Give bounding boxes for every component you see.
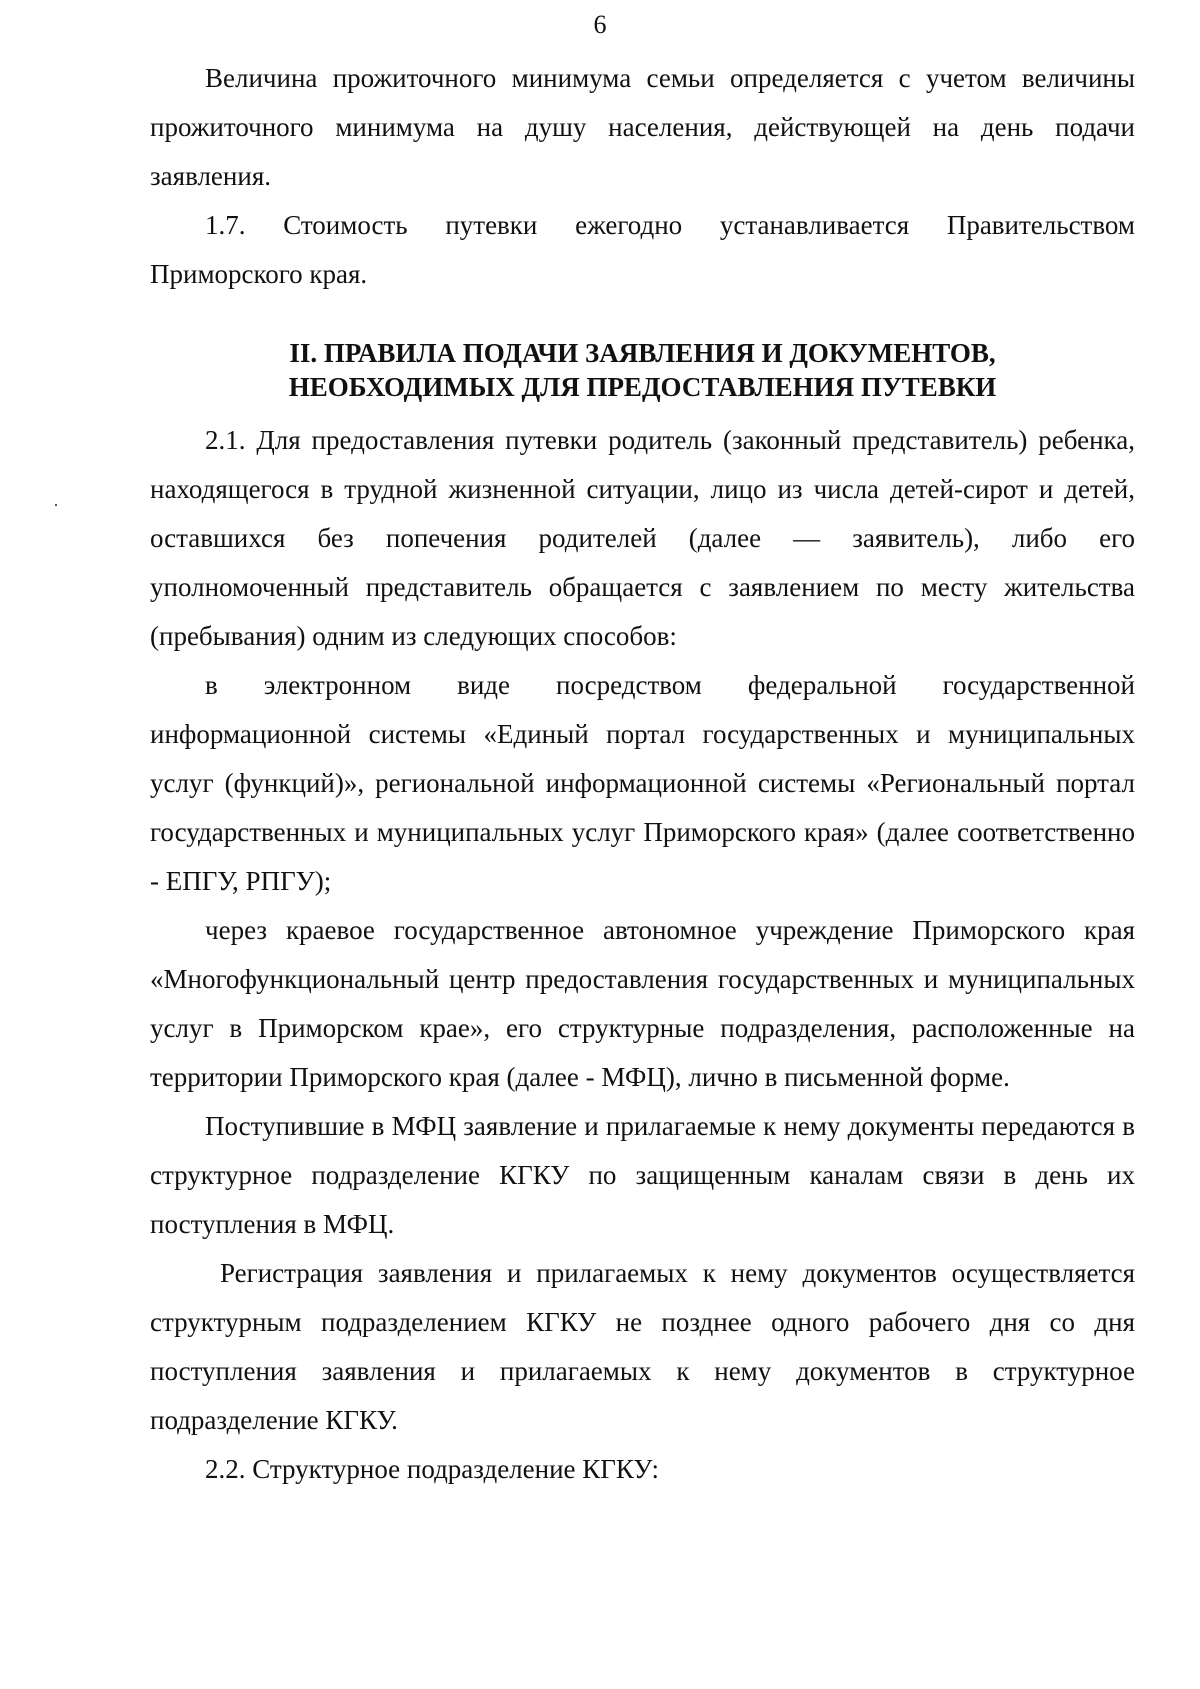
paragraph-family-minimum: Величина прожиточного минимума семьи определяется с учетом величины прожиточного минимума на душу населения, действующей на день подачи заявления. [150,63,1135,191]
paragraph-mfc-way: через краевое государственное автономное учреждение Приморского края «Многофункциональный центр предоставления государственных и муниципальных услуг в Приморском крае», его структурные подразделения, расположенные на территории Приморского края (далее - МФЦ), лично в письменной форме. [150,915,1135,1092]
section-heading-line-2: НЕОБХОДИМЫХ ДЛЯ ПРЕДОСТАВЛЕНИЯ ПУТЕВКИ [288,372,997,402]
section-heading [150,336,1135,404]
scan-speck [55,504,57,506]
paragraph-1-7: 1.7. Стоимость путевки ежегодно устанавливается Правительством Приморского края. [150,210,1135,289]
page-number: 6 [593,10,607,39]
paragraph-2-2: 2.2. Структурное подразделение КГКУ: [205,1454,659,1484]
paragraph-2-1: 2.1. Для предоставления путевки родитель (законный представитель) ребенка, находящегося в трудной жизненной ситуации, лицо из числа детей-сирот и детей, оставшихся без попечения родителей (далее — заявитель), либо его уполномоченный представитель обращается с заявлением по месту жительства (пребывания) одним из следующих способов: [150,425,1135,651]
intro-text-block [150,54,1135,299]
paragraph-mfc-transfer: Поступившие в МФЦ заявление и прилагаемые к нему документы передаются в структурное подразделение КГКУ по защищенным каналам связи в день их поступления в МФЦ. [150,1111,1135,1239]
section-heading-line-1: II. ПРАВИЛА ПОДАЧИ ЗАЯВЛЕНИЯ И ДОКУМЕНТОВ, [289,338,996,368]
paragraph-registration: Регистрация заявления и прилагаемых к нему документов осуществляется структурным подразделением КГКУ не позднее одного рабочего дня со дня поступления заявления и прилагаемых к нему документов в структурное подразделение КГКУ. [150,1258,1135,1435]
paragraph-electronic-way: в электронном виде посредством федеральной государственной информационной системы «Единый портал государственных и муниципальных услуг (функций)», региональной информационной системы «Региональный портал государственных и муниципальных услуг Приморского края» (далее соответственно - ЕПГУ, РПГУ); [150,670,1135,896]
section-text-block [150,416,1135,1494]
